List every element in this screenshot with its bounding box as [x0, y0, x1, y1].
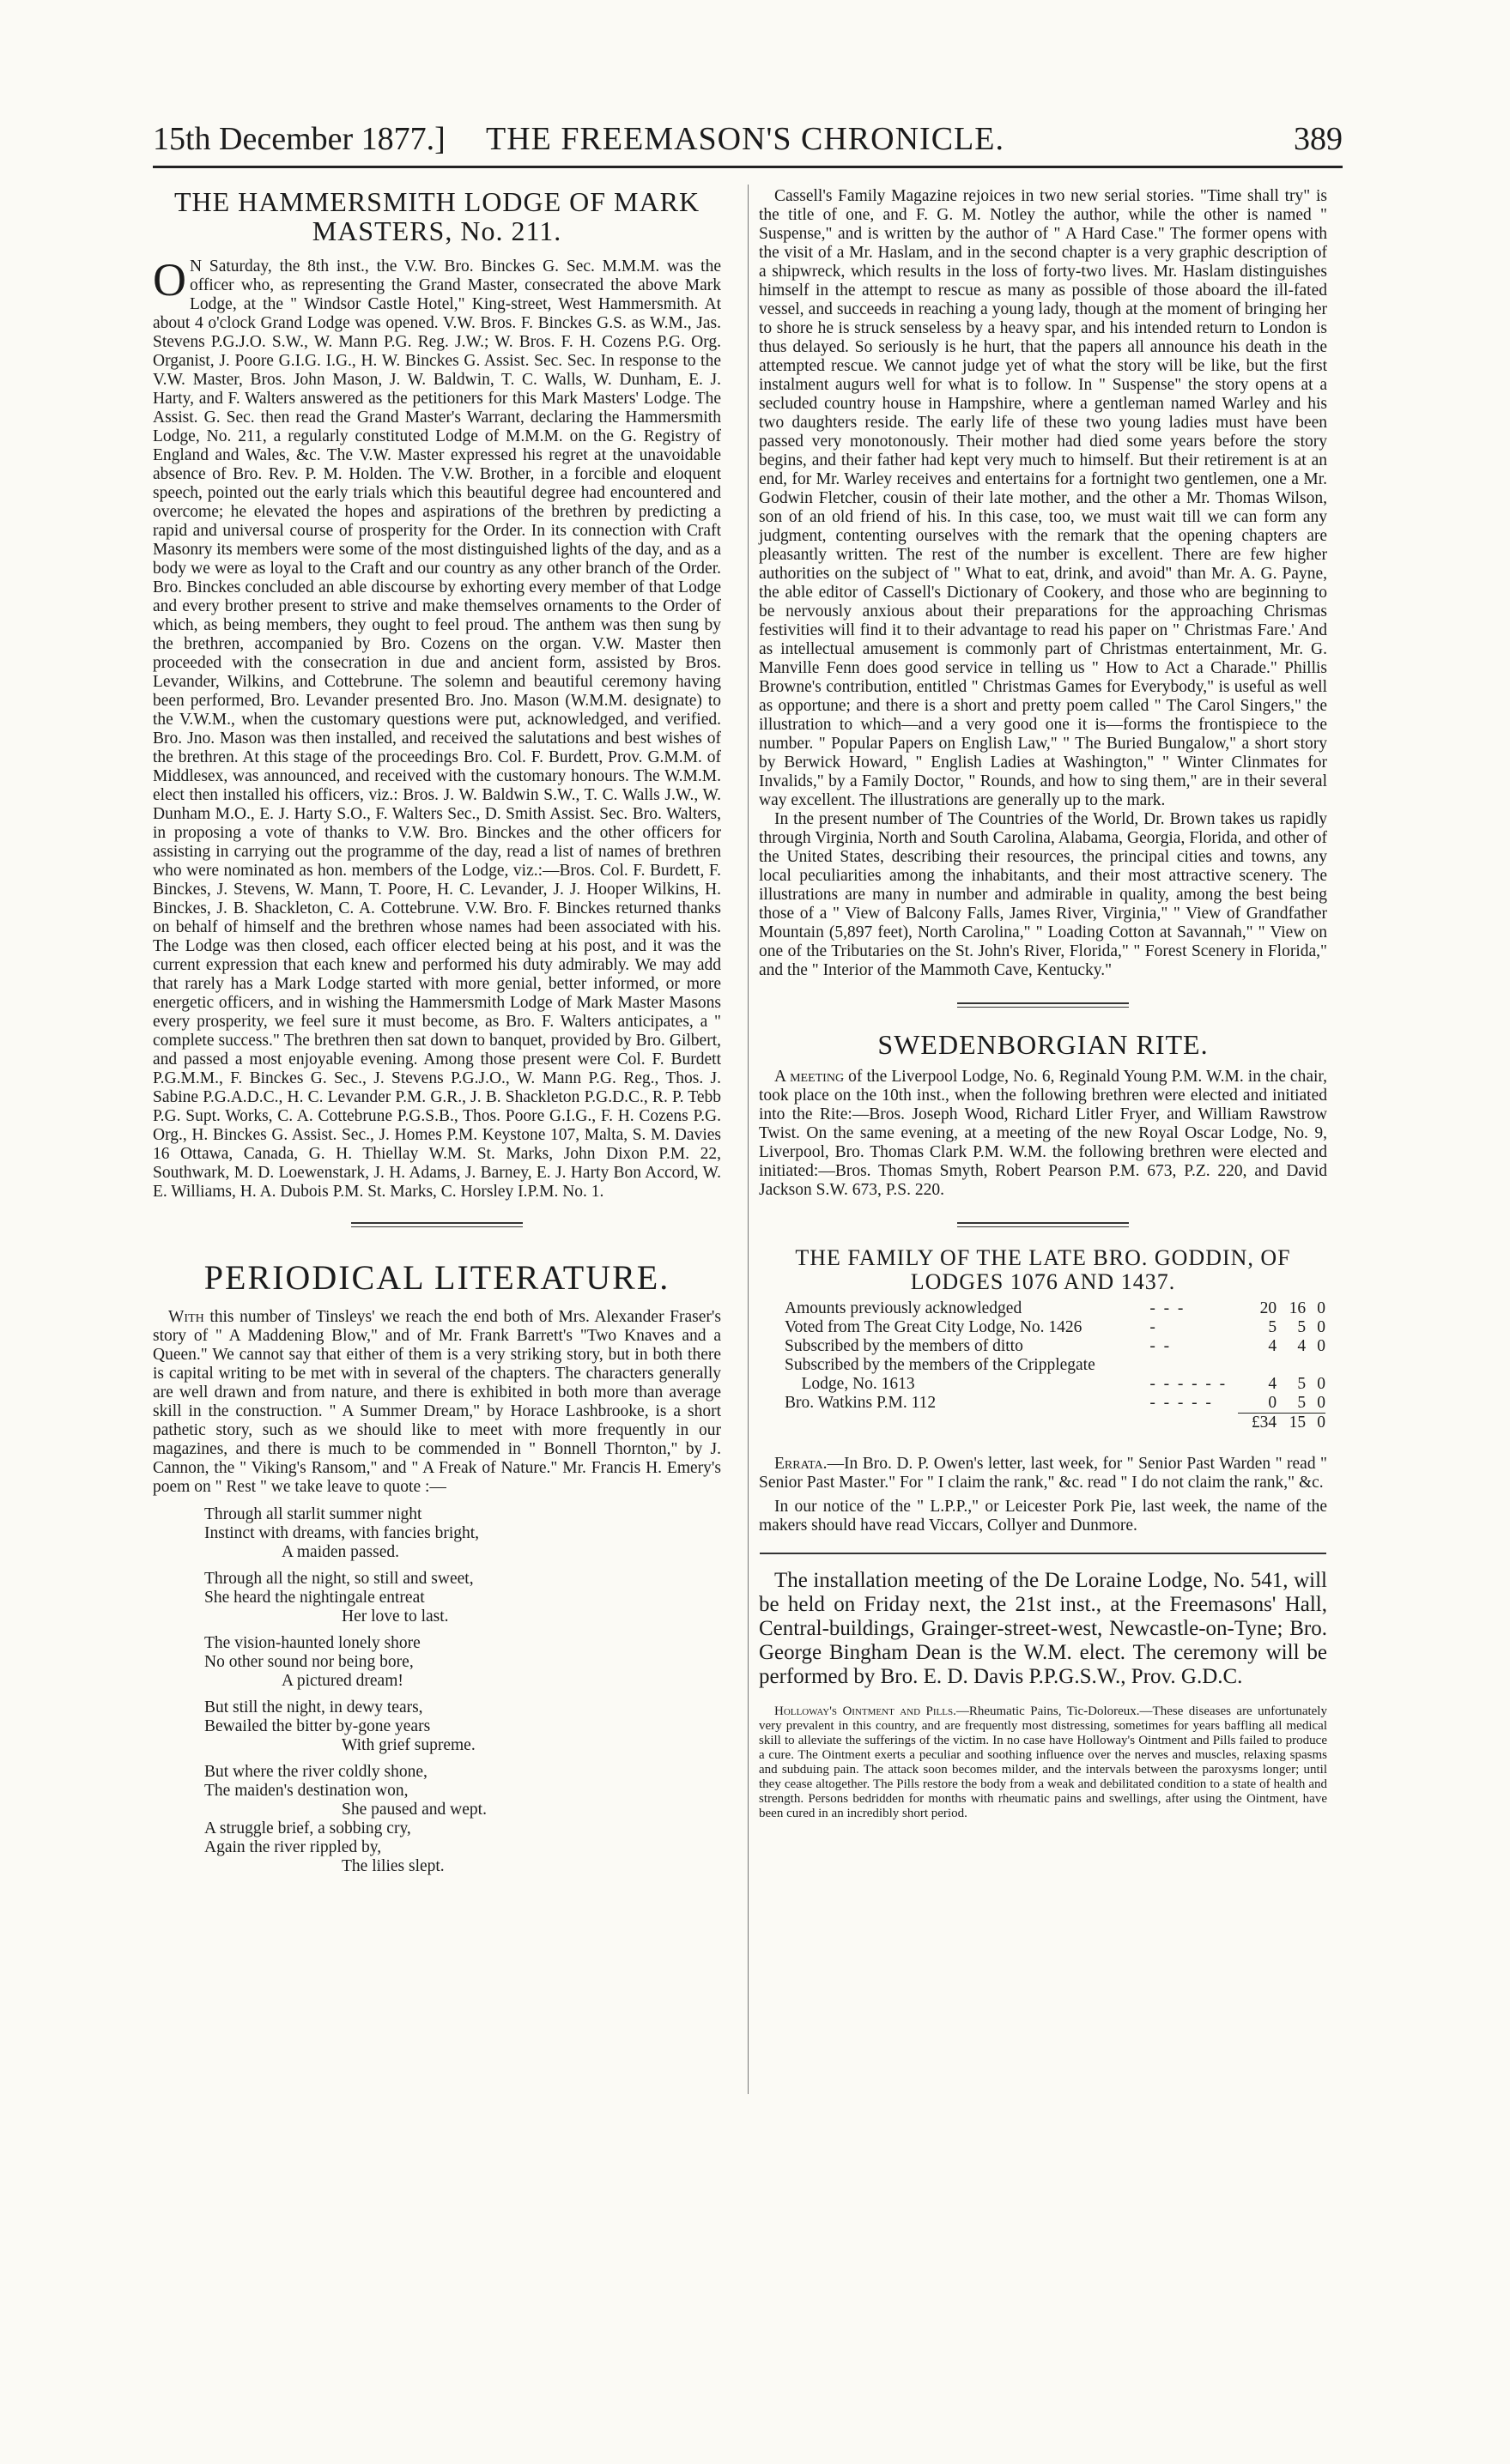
swedenborgian-text: of the Liverpool Lodge, No. 6, Reginald Young P.M. W.M. in the chair, took place on the 10th inst., when the following brethren were elected and initiated into the Rite:—Bros. Joseph Wood, Richard Litler Fryer, and William Rawstrow Twist. On the same evening, at a meeting of the new Royal Oscar Lodge, No. 9, Liverpool, Bro. Thomas Clark P.M. W.M. the following brethren were elected and initiated:—Bros. Thomas Smyth, Robert Pearson P.M. 673, P.Z. 220, and David Jackson S.W. 673, P.S. 220.: [759, 1068, 1327, 1199]
subscription-leader: - - -: [1149, 1299, 1184, 1317]
poem-line: With grief supreme.: [342, 1736, 476, 1754]
subscription-amount: 0: [1317, 1375, 1325, 1393]
poem-line: Instinct with dreams, with fancies bright,: [204, 1524, 480, 1542]
subscription-amount: [1238, 1356, 1277, 1375]
holloway-lead: Holloway's Ointment and Pills.: [774, 1704, 956, 1718]
errata-paragraph: [759, 1455, 1327, 1492]
poem-line: A maiden passed.: [282, 1543, 400, 1561]
swedenborgian-heading: SWEDENBORGIAN RITE.: [877, 1029, 1209, 1060]
hammersmith-paragraph: [153, 254, 721, 1202]
publication-title: THE FREEMASON'S CHRONICLE.: [486, 121, 1004, 157]
cassells-paragraph: Cassell's Family Magazine rejoices in two new serial stories. "Time shall try" is the title of one, and F. G. M. Notley the author, while the other is named " Suspense," and is written by the author of " A Hard Case." The former opens with the visit of a Mr. Haslam, and in the second chapter is a very graphic description of a shipwreck, which results in the loss of forty-two lives. Mr. Haslam distinguishes himself in the attempt to rescue as many as possible of those aboard the ill-fated vessel, and succeeds in reaching a young lady, though at the moment of bringing her to shore he is struck senseless by a heavy spar, and his intended return to London is thus delayed. So seriously is he hurt, that the papers all announce his death in the attempted rescue. We cannot judge yet of what the story will be like, but the first instalment augurs well for what is to follow. In " Suspense" the story opens at a secluded country house in Hampshire, where a gentleman named Warley and his two daughters reside. The early life of these two young ladies must have been passed very monotonously. Their mother had died some years before the story begins, and their father had kept very much to himself. But their retirement is at an end, for Mr. Warley receives and entertains for a fortnight two gentlemen, one a Mr. Godwin Fletcher, cousin of their late mother, and the other a Mr. Thomas Wilson, son of an old friend of his. In this case, too, we must wait till we can form any judgment, contenting ourselves with the remark that the opening chapters are pleasantly written. The rest of the number is excellent. There are few higher authorities on the subject of " What to eat, drink, and avoid" than Mr. A. G. Payne, the able editor of Cassell's Dictionary of Cookery, and those who are beginning to be nervously anxious about their preparations for the approaching Chrismas festivities will find it to their advantage to read his paper on " Christmas Fare.' And as intellectual amusement is commonly part of Christmas entertainment, Mr. G. Manville Fenn does good service in telling us " How to Act a Charade." Phillis Browne's contribution, entitled " Christmas Games for Everybody," is useful as well as opportune; and there is a short and pretty poem called " The Carol Singers," the illustration to which—and a very good one it is—forms the frontispiece to the number. " Popular Papers on English Law," " The Buried Bungalow," a short story by Berwick Howard, " English Ladies at Washington," " Winter Clinmates for Invalids," by a Family Doctor, " Rounds, and how to sing them," are in their several way excellent. The illustrations are generally up to the mark.: [759, 187, 1327, 809]
section-separator: [957, 1002, 1129, 1008]
goddin-heading-line-2: LODGES 1076 AND 1437.: [910, 1269, 1176, 1294]
periodical-heading: PERIODICAL LITERATURE.: [203, 1258, 670, 1297]
subscription-amount: 5: [1297, 1375, 1307, 1393]
subscription-amount: 0: [1268, 1394, 1277, 1412]
subscription-label: Voted from The Great City Lodge, No. 1426: [785, 1318, 1082, 1336]
masthead: [153, 118, 1343, 163]
masthead-rule: [153, 166, 1343, 168]
poem-line: Through all starlit summer night: [204, 1505, 422, 1523]
column-divider: [748, 185, 749, 2094]
subscription-label: Subscribed by the members of ditto: [785, 1337, 1023, 1355]
right-column: [759, 187, 1327, 1821]
subscription-row: [785, 1318, 1325, 1337]
subscription-label: Bro. Watkins P.M. 112: [785, 1394, 937, 1413]
hammersmith-heading-line-1: THE HAMMERSMITH LODGE OF MARK: [173, 186, 700, 217]
subscription-amount: 20: [1259, 1299, 1277, 1317]
poem-line: A struggle brief, a sobbing cry,: [204, 1819, 411, 1837]
subscription-amount: 4: [1268, 1375, 1277, 1393]
errata-text: —In Bro. D. P. Owen's letter, last week, for " Senior Past Warden " read " Senior Past Master." For " I claim the rank," &c. read " I do not claim the rank," &c.: [759, 1455, 1327, 1492]
section-separator: [351, 1222, 523, 1227]
subscription-leader: - -: [1149, 1337, 1170, 1355]
hammersmith-text: N Saturday, the 8th inst., the V.W. Bro. Binckes G. Sec. M.M.M. was the officer who, as representing the Grand Master, consecrated the above Mark Lodge, at the " Windsor Castle Hotel," King-street, West Hammersmith. At about 4 o'clock Grand Lodge was opened. V.W. Bros. F. Binckes G.S. as W.M., Jas. Stevens P.G.J.O. S.W., W. Mann P.G. Reg. J.W.; W. Bros. F. H. Cozens P.G. Org. Organist, J. Poore G.I.G. I.G., H. W. Binckes G. Assist. Sec. Sec. In response to the V.W. Master, Bros. John Mason, J. W. Baldwin, T. C. Walls, W. Dunham, E. J. Harty, and F. Walters answered as the petitioners for this Mark Masters' Lodge. The Assist. G. Sec. then read the Grand Master's Warrant, declaring the Hammersmith Lodge, No. 211, a regularly constituted Lodge of M.M.M. on the G. Registry of England and Wales, &c. The V.W. Master expressed his regret at the unavoidable absence of Bro. Rev. P. M. Holden. The V.W. Brother, in a forcible and eloquent speech, pointed out the early trials which this beautiful degree had encountered and overcome; he elevated the hopes and aspirations of the brethren by predicting a rapid and universal course of prosperity for the Order. In its connection with Craft Masonry its members were some of the most distinguished lights of the day, and as a body we were as loyal to the Craft and our country as any other branch of the Order. Bro. Binckes concluded an able discourse by exhorting every member of that Lodge and every brother present to strive and make themselves ornaments to the Order of which, as being members, they ought to feel proud. The anthem was then sung by the brethren, accompanied by Bro. Cozens on the organ. V.W. Master then proceeded with the consecration in due and ancient form, assisted by Bros. Levander, Wilkins, and Cottebrune. The solemn and beautiful ceremony having been performed, Bro. Levander presented Bro. Jno. Mason (W.M.M. designate) to the V.W.M., when the customary questions were put, acknowledged, and verified. Bro. Jno. Mason was then installed, and received the salutations and best wishes of the brethren. At this stage of the proceedings Bro. Col. F. Burdett, Prov. G.M.M. of Middlesex, was announced, and received with the customary honours. The W.M.M. elect then installed his officers, viz.: Bros. J. W. Baldwin S.W., T. C. Walls J.W., W. Dunham M.O., E. J. Harty S.O., F. Walters Sec., D. Smith Assist. Sec. Bro. Walters, in proposing a vote of thanks to V.W. Bro. Binckes and the other officers for assisting in carrying out the programme of the day, read a list of names of brethren who were nominated as hon. members of the Lodge, viz.:—Bros. Col. F. Burdett, F. Binckes, J. Stevens, W. Mann, T. Poore, H. C. Levander, J. J. Hooper Wilkins, H. Binckes, J. B. Shackleton, C. A. Cottebrune. V.W. Bro. F. Binckes returned thanks on behalf of himself and the brethren whose names had been associated with his. The Lodge was then closed, each officer elected being at his post, and it was the current expression that each knew and performed his duty admirably. We may add that rarely has a Mark Lodge started with more genial, better informed, or more energetic officers, and in wishing the Hammersmith Lodge of Mark Master Masons every prosperity, we feel sure it must become, as Bro. F. Walters anticipates, a " complete success." The brethren then sat down to banquet, provided by Bro. Gilbert, and passed a most enjoyable evening. Among those present were Col. F. Burdett P.G.M.M., F. Binckes G. Sec., J. Stevens P.G.J.O., W. Mann P.G. Reg., Thos. J. Sabine P.G.A.D.C., H. C. Levander P.M. G.R., J. B. Shackleton P.G.D.C., R. P. Tebb P.G. Supt. Works, C. A. Cottebrune P.G.S.B., Thos. Poore G.I.G., F. H. Cozens P.G. Org., H. Binckes G. Assist. Sec., J. Homes P.M. Keystone 107, Malta, S. M. Davies 16 Ottawa, Canada, G. H. Thiellay W.M. St. Marks, John Dixon P.M. 22, Southwark, M. D. Loewenstark, J. H. Adams, J. Barney, E. J. Harty Bon Accord, W. E. Williams, H. A. Dubois P.M. St. Marks, C. Horsley I.P.M. No. 1.: [153, 257, 721, 1201]
subscription-row: [785, 1394, 1325, 1414]
subscription-amount: 4: [1297, 1337, 1307, 1355]
subscription-amount: [1277, 1356, 1306, 1375]
subscription-amount: [1306, 1356, 1325, 1375]
poem-line: Again the river rippled by,: [204, 1838, 382, 1856]
poem-line: Through all the night, so still and sweet,: [204, 1570, 474, 1588]
subscription-amount: 5: [1297, 1318, 1307, 1336]
subscription-leader: - - - - -: [1149, 1394, 1211, 1413]
swedenborgian-paragraph: [759, 1068, 1327, 1200]
issue-date: 15th December 1877.]: [153, 121, 446, 157]
swedenborgian-lead: A meeting: [774, 1068, 845, 1086]
goddin-heading-line-1: THE FAMILY OF THE LATE BRO. GODDIN, OF: [795, 1245, 1291, 1270]
periodical-continued: [759, 187, 1327, 980]
periodical-article: [153, 1308, 721, 1497]
periodical-lead-word: With: [168, 1308, 204, 1326]
subscription-amount: 5: [1297, 1394, 1307, 1412]
poem-line: A pictured dream!: [282, 1672, 403, 1690]
subscription-amount: 16: [1289, 1299, 1307, 1317]
subscription-row: [785, 1375, 1325, 1394]
poem-line: But where the river coldly shone,: [204, 1763, 428, 1781]
total-pounds: £34: [1238, 1414, 1277, 1433]
poem-line: Bewailed the bitter by-gone years: [204, 1717, 431, 1735]
hammersmith-heading-line-2: MASTERS, No. 211.: [312, 215, 562, 246]
subscription-leader: -: [1149, 1318, 1155, 1336]
poem-line: The lilies slept.: [342, 1857, 445, 1875]
hammersmith-article: [153, 254, 721, 1202]
installation-notice: The installation meeting of the De Loraine Lodge, No. 541, will be held on Friday next, the 21st inst., at the Freemasons' Hall, Central-buildings, Grainger-street-west, Newcastle-on-Tyne; Bro. George Bingham Dean is the W.M. elect. The ceremony will be performed by Bro. E. D. Davis P.P.G.S.W., Prov. G.D.C.: [759, 1569, 1327, 1688]
poem-line: She paused and wept.: [342, 1801, 487, 1819]
poem-line: No other sound nor being bore,: [204, 1653, 414, 1671]
subscription-row: [785, 1299, 1325, 1318]
subscription-amount: 0: [1317, 1318, 1325, 1336]
countries-paragraph: In the present number of The Countries of the World, Dr. Brown takes us rapidly through Virginia, North and South Carolina, Alabama, Georgia, Florida, and other of the United States, describing their resources, the principal cities and towns, any local peculiarities among the inhabitants, and their most attractive scenery. The illustrations are many in number and admirable in quality, among the best being those of a " View of Balcony Falls, James River, Virginia," " View of Grandfather Mountain (5,897 feet), North Carolina," " Loading Cotton at Savannah," " View on one of the Tributaries on the St. John's River, Florida," " Forest Scenery in Florida," and the " Interior of the Mammoth Cave, Kentucky.": [759, 810, 1327, 979]
subscription-leader: - - - - - -: [1149, 1375, 1226, 1393]
periodical-intro-text: this number of Tinsleys' we reach the end both of Mrs. Alexander Fraser's story of " A Maddening Blow," and of Mr. Frank Barrett's "Two Knaves and a Queen." We cannot say that either of them is a very striking story, but in both there is capital writing to be met with in several of the chapters. The characters generally are well drawn and from nature, and there is exhibited in both more than average skill in the construction. " A Summer Dream," by Horace Lashbrooke, is a short pathetic story, such as we should like to meet with more frequently in our magazines, and there is much to be commended in " Bonnell Thornton," by J. Cannon, the " Viking's Ransom," and " A Freak of Nature." Mr. Francis H. Emery's poem on " Rest " we take leave to quote :—: [153, 1308, 721, 1496]
poem-line: She heard the nightingale entreat: [204, 1589, 425, 1607]
subscription-leader: [1143, 1356, 1237, 1375]
total-pence: 0: [1306, 1414, 1325, 1433]
left-column: [153, 187, 721, 1876]
subscription-amount: 0: [1317, 1337, 1325, 1355]
subscription-table: [785, 1299, 1325, 1432]
goddin-heading: [759, 1246, 1327, 1294]
page-number: 389: [1294, 121, 1343, 157]
holloway-advertisement: [759, 1704, 1327, 1821]
poem-line: The vision-haunted lonely shore: [204, 1634, 421, 1652]
swedenborgian-article: [759, 1068, 1327, 1200]
section-separator: [760, 1553, 1326, 1557]
poem-line: Her love to last.: [342, 1607, 449, 1626]
subscription-row: [785, 1337, 1325, 1356]
subscription-row: [785, 1356, 1325, 1375]
rest-poem: [204, 1505, 721, 1876]
drop-cap: O: [153, 254, 186, 306]
total-shillings: 15: [1277, 1414, 1306, 1433]
subscription-amount: 0: [1317, 1299, 1325, 1317]
errata-section: [759, 1455, 1327, 1535]
subscription-total-row: [785, 1414, 1325, 1433]
subscription-label: Lodge, No. 1613: [785, 1375, 915, 1393]
poem-line: The maiden's destination won,: [204, 1782, 409, 1800]
errata-lead: Errata.: [774, 1455, 828, 1473]
periodical-intro: [153, 1308, 721, 1497]
subscription-amount: 0: [1317, 1394, 1325, 1412]
pork-pie-notice: In our notice of the " L.P.P.," or Leicester Pork Pie, last week, the name of the makers should have read Viccars, Collyer and Dunmore.: [759, 1498, 1327, 1535]
section-separator: [957, 1222, 1129, 1227]
poem-line: But still the night, in dewy tears,: [204, 1698, 423, 1716]
subscription-amount: 4: [1268, 1337, 1277, 1355]
subscription-label: Amounts previously acknowledged: [785, 1299, 1022, 1317]
hammersmith-heading: [153, 187, 721, 245]
subscription-amount: 5: [1268, 1318, 1277, 1336]
holloway-text: —Rheumatic Pains, Tic-Doloreux.—These diseases are unfortunately very prevalent in this country, and are frequently most distressing, sometimes for years baffling all medical skill to alleviate the sufferings of the victim. In no case have Holloway's Ointment and Pills failed to produce a cure. The Ointment exerts a peculiar and soothing influence over the nerves and muscles, relaxing spasms and subduing pain. The attack soon becomes milder, and the intervals between the paroxysms longer; until they cease altogether. The Pills restore the body from a weak and debilitated condition to a state of health and strength. Persons bedridden for months with rheumatic pains and swellings, after using the Ointment, have been cured in an incredibly short period.: [759, 1704, 1327, 1820]
subscription-label: Subscribed by the members of the Cripplegate: [785, 1356, 1095, 1374]
